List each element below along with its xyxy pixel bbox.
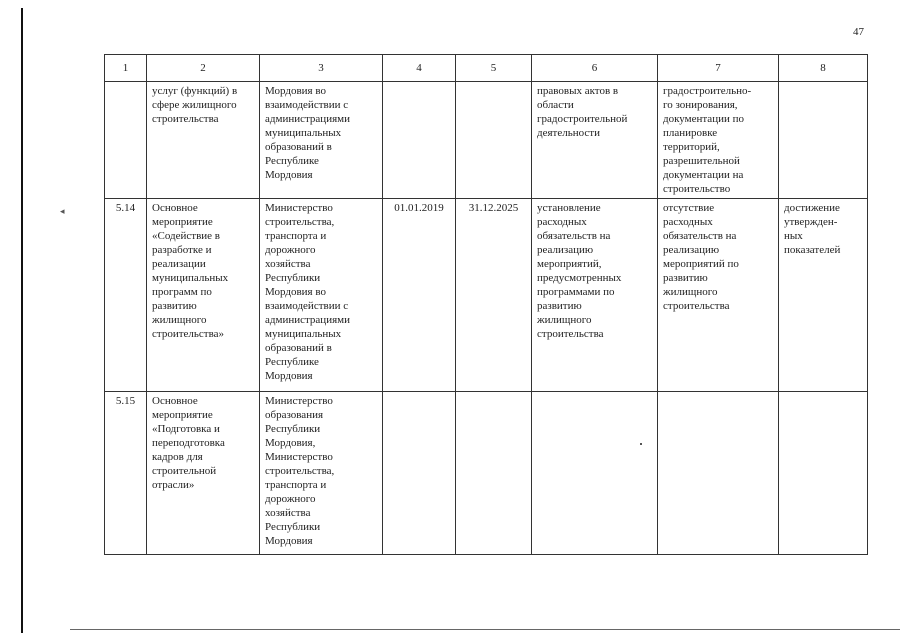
cell-text-line: Республики [265, 423, 321, 435]
cell-text-line: утвержден- [784, 216, 838, 228]
cell-text-line: хозяйства [265, 258, 311, 270]
cell-text-line: развитию [663, 272, 708, 284]
cell-text-line: строительства [663, 300, 730, 312]
cell-expected-result [532, 392, 658, 555]
cell-text-line: развитию [152, 300, 197, 312]
cell-text-line: взаимодействии с [265, 300, 349, 312]
measures-table [104, 54, 868, 555]
cell-consequences [658, 82, 779, 199]
cell-text-line: строительства [152, 113, 219, 125]
cell-text-line: транспорта и [265, 479, 327, 491]
cell-text-line: достижение [784, 202, 840, 214]
cell-end-date [456, 199, 532, 392]
column-number: 5 [456, 55, 532, 82]
cell-text-line: Основное [152, 395, 198, 407]
column-number: 7 [658, 55, 779, 82]
cell-text-line: кадров для [152, 451, 203, 463]
cell-text-line: градостроительно- [663, 85, 752, 97]
cell-text-line: взаимодействии с [265, 99, 349, 111]
cell-text-line: территорий, [663, 141, 720, 153]
cell-text-line: Мордовия во [265, 286, 326, 298]
cell-text-line: Мордовия [265, 169, 313, 181]
cell-text-line: Республике [265, 356, 319, 368]
cell-text-line: реализации [152, 258, 206, 270]
cell-text-line: показателей [784, 244, 841, 256]
table-row [105, 392, 868, 555]
cell-text-line: мероприятие [152, 409, 213, 421]
cell-text-line: 5.15 [115, 395, 136, 407]
cell-text-line: «Подготовка и [152, 423, 220, 435]
cell-measure-name [147, 82, 260, 199]
cell-text-line: образований в [265, 342, 332, 354]
cell-text-line: мероприятий по [663, 258, 739, 270]
cell-measure-name [147, 392, 260, 555]
cell-text-line: обязательств на [537, 230, 611, 242]
cell-start-date [383, 82, 456, 199]
cell-text-line: сфере жилищного [152, 99, 237, 111]
cell-text-line: мероприятие [152, 216, 213, 228]
column-number: 4 [383, 55, 456, 82]
cell-text-line: 5.14 [115, 202, 136, 214]
cell-text-line: Республике [265, 155, 319, 167]
table-header-row [105, 55, 868, 82]
cell-start-date [383, 392, 456, 555]
cell-text-line: установление [537, 202, 601, 214]
cell-expected-result [532, 82, 658, 199]
cell-indicator-link [779, 199, 868, 392]
cell-text-line: Мордовия, [265, 437, 316, 449]
page-number: 47 [853, 26, 864, 38]
cell-text-line: жилищного [152, 314, 207, 326]
cell-text-line: строительства, [265, 216, 335, 228]
cell-text-line: деятельности [537, 127, 600, 139]
cell-text-line: образований в [265, 141, 332, 153]
cell-text-line: развитию [537, 300, 582, 312]
cell-text-line: разработке и [152, 244, 212, 256]
column-number: 6 [532, 55, 658, 82]
cell-text-line: образования [265, 409, 324, 421]
cell-text-line: услуг (функций) в [152, 85, 238, 97]
cell-text-line: отрасли» [152, 479, 195, 491]
cell-text-line: реализацию [537, 244, 594, 256]
cell-text-line: транспорта и [265, 230, 327, 242]
cell-text-line: предусмотренных [537, 272, 622, 284]
cell-text-line: «Содействие в [152, 230, 220, 242]
cell-text-line: жилищного [537, 314, 592, 326]
cell-consequences [658, 392, 779, 555]
cell-item-number [105, 199, 147, 392]
cell-text-line: ных [784, 230, 803, 242]
cell-text-line: Мордовия [265, 370, 313, 382]
cell-text-line: Министерство [265, 202, 333, 214]
cell-text-line: администрациями [265, 314, 350, 326]
cell-text-line: реализацию [663, 244, 720, 256]
cell-text-line: строительства» [152, 328, 225, 340]
cell-indicator-link [779, 82, 868, 199]
cell-text-line: Основное [152, 202, 198, 214]
cell-text-line: документации на [663, 169, 744, 181]
cell-text-line: администрациями [265, 113, 350, 125]
cell-text-line: Министерство [265, 451, 333, 463]
cell-text-line: строительства [537, 328, 604, 340]
cell-text-line: Республики [265, 272, 321, 284]
cell-text-line: строительство [663, 183, 731, 195]
cell-text-line: расходных [537, 216, 587, 228]
cell-text-line: расходных [663, 216, 713, 228]
cell-text-line: 31.12.2025 [468, 202, 519, 214]
cell-measure-name [147, 199, 260, 392]
cell-text-line: разрешительной [663, 155, 740, 167]
cell-text-line: переподготовка [152, 437, 225, 449]
cell-text-line: градостроительной [537, 113, 628, 125]
cell-item-number [105, 82, 147, 199]
bottom-scan-line [70, 629, 900, 630]
cell-text-line: Мордовия во [265, 85, 326, 97]
table-row [105, 199, 868, 392]
margin-mark: ◂ [60, 206, 65, 216]
cell-text-line: отсутствие [663, 202, 715, 214]
cell-text-line: обязательств на [663, 230, 737, 242]
cell-text-line: жилищного [663, 286, 718, 298]
cell-text-line: мероприятий, [537, 258, 602, 270]
left-margin-rule [21, 8, 23, 633]
column-number: 8 [779, 55, 868, 82]
cell-text-line: Мордовия [265, 535, 313, 547]
cell-text-line: строительства, [265, 465, 335, 477]
column-number: 1 [105, 55, 147, 82]
cell-text-line: дорожного [265, 244, 316, 256]
cell-text-line: программами по [537, 286, 615, 298]
cell-executor [260, 82, 383, 199]
cell-text-line: муниципальных [265, 127, 342, 139]
cell-text-line: правовых актов в [537, 85, 619, 97]
cell-text-line: 01.01.2019 [394, 202, 444, 214]
column-number: 3 [260, 55, 383, 82]
cell-executor [260, 392, 383, 555]
cell-expected-result [532, 199, 658, 392]
cell-item-number [105, 392, 147, 555]
cell-text-line: муниципальных [152, 272, 229, 284]
cell-end-date [456, 82, 532, 199]
cell-text-line: Республики [265, 521, 321, 533]
cell-text-line: дорожного [265, 493, 316, 505]
cell-text-line: хозяйства [265, 507, 311, 519]
cell-text-line: документации по [663, 113, 744, 125]
cell-text-line: го зонирования, [663, 99, 738, 111]
cell-text-line: программ по [152, 286, 212, 298]
cell-text-line: планировке [663, 127, 718, 139]
cell-text-line: Министерство [265, 395, 333, 407]
cell-executor [260, 199, 383, 392]
cell-text-line: области [537, 99, 574, 111]
cell-indicator-link [779, 392, 868, 555]
cell-start-date [383, 199, 456, 392]
column-number: 2 [147, 55, 260, 82]
table-row [105, 82, 868, 199]
cell-text-line: муниципальных [265, 328, 342, 340]
cell-consequences [658, 199, 779, 392]
cell-end-date [456, 392, 532, 555]
cell-text-line: строительной [152, 465, 217, 477]
